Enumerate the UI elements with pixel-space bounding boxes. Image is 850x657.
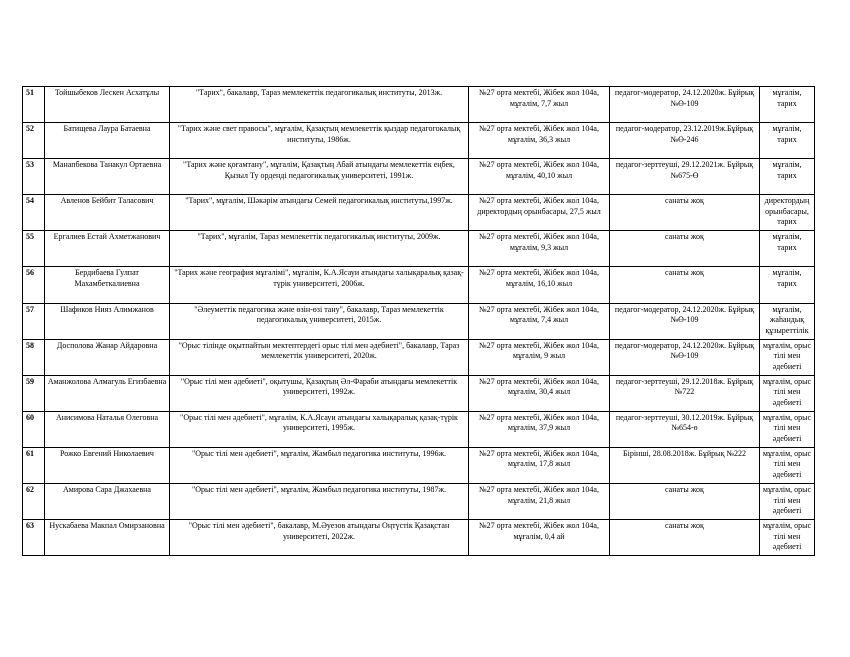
position-subject: мұғалім, орыс тілі мен әдебиеті <box>760 520 815 556</box>
workplace-info: №27 орта мектебі, Жібек жол 104а, мұғалім, 0,4 ай <box>469 520 610 556</box>
workplace-info: №27 орта мектебі, Жібек жол 104а, мұғалім, 21,8 жыл <box>469 484 610 520</box>
table-row <box>23 123 815 159</box>
table-row <box>23 87 815 123</box>
workplace-info: №27 орта мектебі, Жібек жол 104а, мұғалім, 30,4 жыл <box>469 375 610 411</box>
row-number: 53 <box>23 159 45 195</box>
row-number: 63 <box>23 520 45 556</box>
position-subject: мұғалім, орыс тілі мен әдебиеті <box>760 339 815 375</box>
row-number: 54 <box>23 195 45 231</box>
workplace-info: №27 орта мектебі, Жібек жол 104а, мұғалім, 37,9 жыл <box>469 411 610 447</box>
row-number: 56 <box>23 267 45 303</box>
teacher-name: Ергалиев Естай Ахметжанович <box>45 231 170 267</box>
qualification-category: санаты жоқ <box>610 484 760 520</box>
position-subject: мұғалім, тарих <box>760 231 815 267</box>
row-number: 57 <box>23 303 45 339</box>
qualification-category: педагог-модератор, 24.12.2020ж. Бұйрық №Ө-109 <box>610 339 760 375</box>
position-subject: мұғалім, тарих <box>760 87 815 123</box>
qualification-category: санаты жоқ <box>610 520 760 556</box>
position-subject: мұғалім, орыс тілі мен әдебиеті <box>760 411 815 447</box>
position-subject: мұғалім, тарих <box>760 159 815 195</box>
education-info: "Орыс тілі мен әдебиеті", мұғалім, К.А.Ясауи атындағы халықаралық қазақ-түрік университеті, 1995ж. <box>170 411 469 447</box>
row-number: 61 <box>23 447 45 483</box>
workplace-info: №27 орта мектебі, Жібек жол 104а, мұғалім, 17,8 жыл <box>469 447 610 483</box>
table-row <box>23 411 815 447</box>
table-row <box>23 159 815 195</box>
education-info: "Орыс тілі мен әдебиеті", мұғалім, Жамбыл педагогика институты, 1987ж. <box>170 484 469 520</box>
qualification-category: санаты жоқ <box>610 231 760 267</box>
table-row <box>23 375 815 411</box>
qualification-category: педагог-модератор, 24.12.2020ж. Бұйрық №Ө-109 <box>610 303 760 339</box>
row-number: 58 <box>23 339 45 375</box>
table-row <box>23 303 815 339</box>
staff-table <box>22 86 815 556</box>
teacher-name: Батищева Лаура Батаевна <box>45 123 170 159</box>
workplace-info: №27 орта мектебі, Жібек жол 104а, мұғалім, 7,7 жыл <box>469 87 610 123</box>
table-row <box>23 195 815 231</box>
row-number: 62 <box>23 484 45 520</box>
table-row <box>23 520 815 556</box>
position-subject: мұғалім, тарих <box>760 123 815 159</box>
education-info: "Тарих", мұғалім, Тараз мемлекеттік педагогикалық институты, 2009ж. <box>170 231 469 267</box>
table-row <box>23 231 815 267</box>
teacher-name: Шафиков Нияз Алимжанов <box>45 303 170 339</box>
table-row <box>23 339 815 375</box>
row-number: 51 <box>23 87 45 123</box>
position-subject: мұғалім, орыс тілі мен әдебиеті <box>760 484 815 520</box>
education-info: "Тарих және қоғамтану", мұғалім, Қазақтың Абай атындағы мемлекеттік еңбек, Қызыл Ту орденді педагогикалық университеті, 1991ж. <box>170 159 469 195</box>
workplace-info: №27 орта мектебі, Жібек жол 104а, мұғалім, 9,3 жыл <box>469 231 610 267</box>
table-row <box>23 447 815 483</box>
qualification-category: санаты жоқ <box>610 267 760 303</box>
education-info: "Орыс тілінде оқытпайтын мектептердегі орыс тілі мен әдебиеті", бакалавр, Тараз мемлекеттік университеті, 2020ж. <box>170 339 469 375</box>
table-row <box>23 484 815 520</box>
qualification-category: педагог-зерттеуші, 29.12.2021ж. Бұйрық №675-Ө <box>610 159 760 195</box>
teacher-name: Досполова Жанар Айдаровна <box>45 339 170 375</box>
position-subject: мұғалім, тарих <box>760 267 815 303</box>
teacher-name: Нускабаева Макпал Омирзановна <box>45 520 170 556</box>
workplace-info: №27 орта мектебі, Жібек жол 104а, мұғалім, 16,10 жыл <box>469 267 610 303</box>
workplace-info: №27 орта мектебі, Жібек жол 104а, мұғалім, 9 жыл <box>469 339 610 375</box>
qualification-category: педагог-зерттеуші, 29.12.2018ж. Бұйрық №722 <box>610 375 760 411</box>
teacher-name: Анисимова Наталья Олеговна <box>45 411 170 447</box>
staff-table-body <box>23 87 815 556</box>
row-number: 55 <box>23 231 45 267</box>
education-info: "Тарих және свет правосы", мұғалім, Қазақтың мемлекеттік қыздар педагогокалық институты, 1986ж. <box>170 123 469 159</box>
education-info: "Орыс тілі мен әдебиеті", мұғалім, Жамбыл педагогика институты, 1996ж. <box>170 447 469 483</box>
teacher-name: Тойшыбеков Лескен Асхатұлы <box>45 87 170 123</box>
position-subject: мұғалім, жаһандық құзыреттілік <box>760 303 815 339</box>
position-subject: директордың орынбасары, тарих <box>760 195 815 231</box>
row-number: 60 <box>23 411 45 447</box>
qualification-category: санаты жоқ <box>610 195 760 231</box>
teacher-name: Авленов Бейбит Таласович <box>45 195 170 231</box>
qualification-category: педагог-зерттеуші, 30.12.2019ж. Бұйрық №654-ө <box>610 411 760 447</box>
teacher-name: Бердибаева Гулпат Махамбеткалиевна <box>45 267 170 303</box>
education-info: "Тарих", бакалавр, Тараз мемлекеттік педагогикалық институты, 2013ж. <box>170 87 469 123</box>
position-subject: мұғалім, орыс тілі мен әдебиеті <box>760 375 815 411</box>
row-number: 52 <box>23 123 45 159</box>
education-info: "Әлеуметтік педагогика және өзін-өзі тану", бакалавр, Тараз мемлекеттік педагогикалық университеті, 2015ж. <box>170 303 469 339</box>
workplace-info: №27 орта мектебі, Жібек жол 104а, мұғалім, 36,3 жыл <box>469 123 610 159</box>
teacher-name: Аманжолова Алмагуль Егизбаевна <box>45 375 170 411</box>
qualification-category: Бірінші, 28.08.2018ж. Бұйрық №222 <box>610 447 760 483</box>
education-info: "Орыс тілі мен әдебиеті", оқытушы, Қазақтың Әл-Фараби атындағы мемлекеттік университеті, 1992ж. <box>170 375 469 411</box>
education-info: "Тарих", мұғалім, Шәкәрім атындағы Семей педагогикалық институты,1997ж. <box>170 195 469 231</box>
workplace-info: №27 орта мектебі, Жібек жол 104а, мұғалім, 40,10 жыл <box>469 159 610 195</box>
workplace-info: №27 орта мектебі, Жібек жол 104а, директордың орынбасары, 27,5 жыл <box>469 195 610 231</box>
teacher-name: Рожко Евгений Николаевич <box>45 447 170 483</box>
teacher-name: Манапбекова Танакул Ортаевна <box>45 159 170 195</box>
table-row <box>23 267 815 303</box>
education-info: "Тарих және география мұғалімі", мұғалім, К.А.Ясауи атындағы халықаралық қазақ-түрік университеті, 2006ж. <box>170 267 469 303</box>
position-subject: мұғалім, орыс тілі мен әдебиеті <box>760 447 815 483</box>
qualification-category: педагог-модератор, 24.12.2020ж. Бұйрық №Ө-109 <box>610 87 760 123</box>
qualification-category: педагог-модератор, 23.12.2019ж.Бұйрық №Ө-246 <box>610 123 760 159</box>
education-info: "Орыс тілі мен әдебиеті", бакалавр, М.Әуезов атындағы Оңтүстік Қазақстан университеті, 2022ж. <box>170 520 469 556</box>
workplace-info: №27 орта мектебі, Жібек жол 104а, мұғалім, 7,4 жыл <box>469 303 610 339</box>
row-number: 59 <box>23 375 45 411</box>
teacher-name: Амирова Сара Джахаевна <box>45 484 170 520</box>
